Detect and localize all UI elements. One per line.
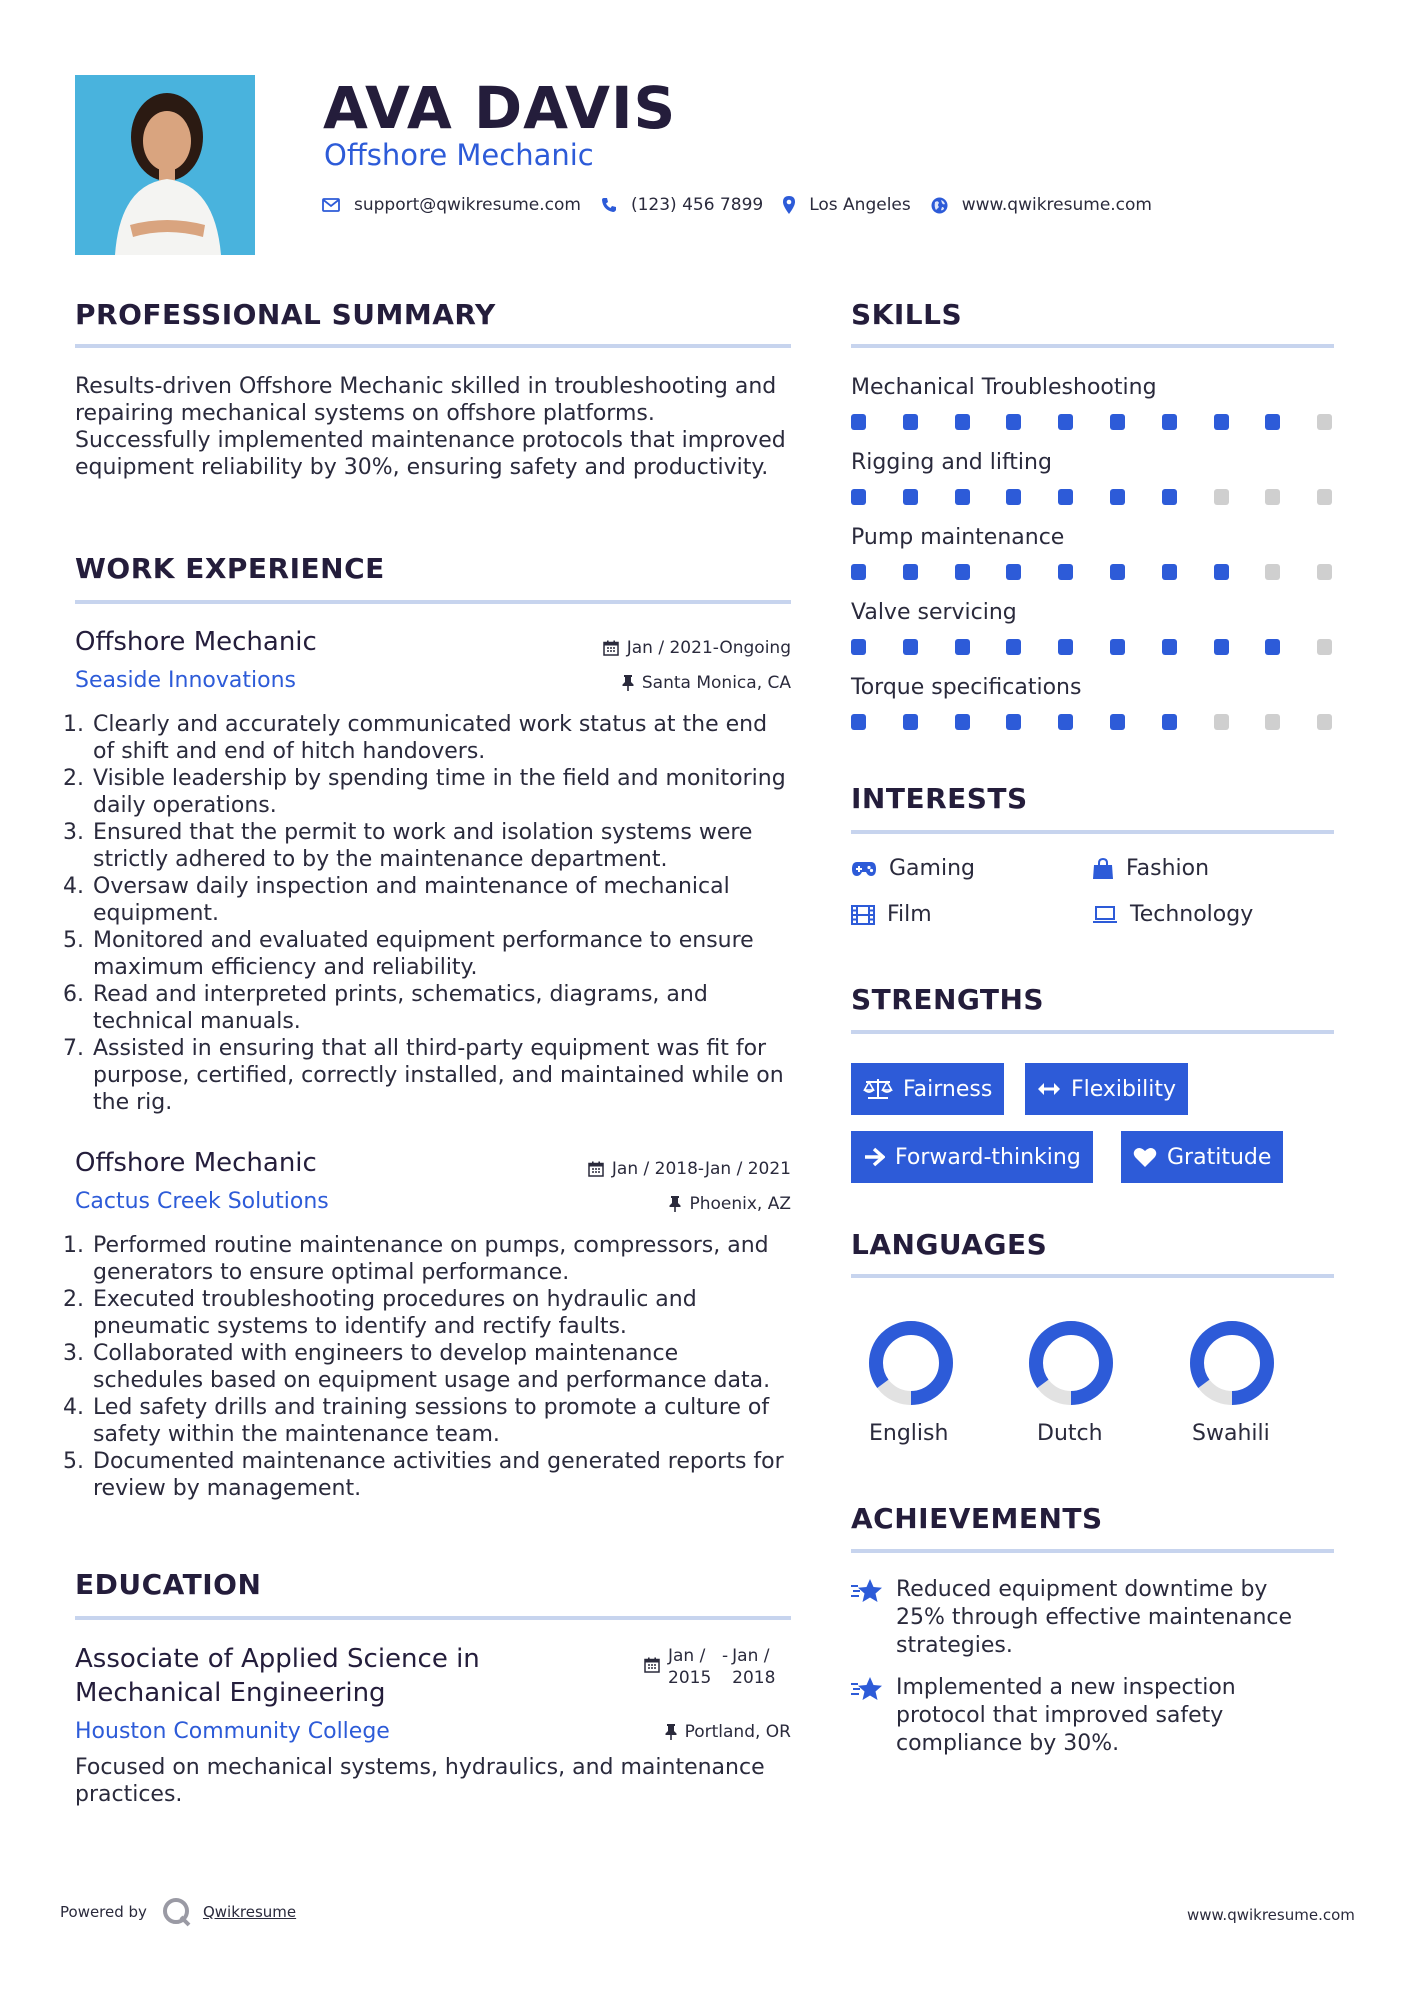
summary-text: Results-driven Offshore Mechanic skilled in troubleshooting and repairing mechanical systems on offshore platforms. Successfully implemented maintenance protocols that improved equipment reliability by 30%, ensuring safety and productivity. — [75, 374, 786, 480]
job-2-bullets — [63, 1232, 795, 1502]
profile-photo — [75, 75, 255, 255]
skill-dot-empty — [1317, 714, 1332, 730]
education-end: Jan / 2018 — [732, 1646, 776, 1688]
contact-bar — [322, 195, 1172, 215]
education-location-text: Portland, OR — [684, 1722, 791, 1742]
experience-heading: WORK EXPERIENCE — [75, 552, 385, 585]
education-location — [665, 1722, 791, 1742]
strengths-divider — [851, 1030, 1334, 1034]
contact-location — [783, 195, 911, 215]
skill-rating — [851, 489, 1333, 505]
skill-dot-empty — [1317, 414, 1332, 430]
skill-dot-filled — [1265, 414, 1280, 430]
contact-phone-text: (123) 456 7899 — [630, 195, 764, 215]
skill-dot-filled — [955, 639, 970, 655]
strength-badge — [1121, 1131, 1283, 1183]
skill-dot-filled — [1162, 639, 1177, 655]
calendar-icon — [603, 640, 619, 656]
interest-technology — [1092, 902, 1253, 927]
footer-powered-by — [60, 1896, 296, 1928]
job-1-dates — [603, 638, 791, 658]
education-degree: Associate of Applied Science in Mechanical Engineering — [75, 1644, 480, 1708]
pushpin-icon — [665, 1724, 677, 1740]
job-1-location-text: Santa Monica, CA — [641, 673, 791, 693]
skill-name: Rigging and lifting — [851, 450, 1052, 475]
education-school: Houston Community College — [75, 1719, 390, 1744]
list-item: 1. Clearly and accurately communicated work status at the end of shift and end of hitch handovers. — [63, 712, 768, 764]
skill-dot-filled — [1214, 564, 1229, 580]
language-level-donut — [1021, 1313, 1121, 1413]
star-icon — [850, 1676, 884, 1704]
skill-dot-filled — [1110, 714, 1125, 730]
candidate-name: AVA DAVIS — [323, 74, 677, 142]
interest-label: Film — [887, 902, 932, 927]
skill-dot-empty — [1265, 489, 1280, 505]
experience-divider — [75, 600, 791, 604]
contact-email-text: support@qwikresume.com — [354, 195, 581, 215]
job-2-location — [669, 1194, 791, 1214]
skill-dot-filled — [1162, 714, 1177, 730]
skill-dot-filled — [1006, 564, 1021, 580]
job-2-dates-text: Jan / 2018-Jan / 2021 — [611, 1159, 791, 1179]
star-icon — [850, 1578, 884, 1606]
job-1-location — [622, 673, 791, 693]
heart-icon — [1133, 1147, 1157, 1168]
languages-divider — [851, 1274, 1334, 1278]
skill-dot-filled — [1058, 489, 1073, 505]
skill-dot-filled — [955, 564, 970, 580]
skill-dot-filled — [1058, 414, 1073, 430]
list-item: 2. Visible leadership by spending time in the field and monitoring daily operations. — [63, 766, 786, 818]
job-2-company: Cactus Creek Solutions — [75, 1189, 329, 1214]
pushpin-icon — [669, 1196, 681, 1212]
skill-dot-filled — [903, 489, 918, 505]
skill-dot-filled — [1110, 489, 1125, 505]
skill-name: Valve servicing — [851, 600, 1017, 625]
skill-dot-filled — [1006, 489, 1021, 505]
calendar-icon — [588, 1161, 604, 1177]
arrow-right-icon — [863, 1147, 885, 1167]
skill-dot-empty — [1265, 714, 1280, 730]
job-2-title: Offshore Mechanic — [75, 1148, 317, 1178]
skill-rating — [851, 414, 1333, 430]
strength-label: Gratitude — [1167, 1144, 1272, 1170]
skill-dot-filled — [851, 639, 866, 655]
language-swahili — [1182, 1313, 1282, 1417]
laptop-icon — [1092, 906, 1118, 924]
contact-location-text: Los Angeles — [809, 195, 911, 215]
interest-label: Gaming — [889, 856, 975, 881]
footer-url[interactable]: www.qwikresume.com — [1187, 1906, 1355, 1924]
strength-label: Fairness — [903, 1076, 993, 1102]
film-icon — [851, 905, 875, 925]
languages-heading: LANGUAGES — [851, 1228, 1048, 1261]
phone-icon — [601, 197, 617, 213]
contact-website[interactable] — [931, 195, 1152, 215]
skill-dot-filled — [1006, 639, 1021, 655]
skill-dot-empty — [1317, 564, 1332, 580]
language-level-donut — [861, 1313, 961, 1413]
job-1-company: Seaside Innovations — [75, 668, 296, 693]
globe-icon — [931, 197, 948, 214]
interests-heading: INTERESTS — [851, 782, 1028, 815]
achievement-item — [850, 1674, 1310, 1758]
skill-dot-filled — [1162, 414, 1177, 430]
strength-badge — [851, 1131, 1093, 1183]
skill-name: Torque specifications — [851, 675, 1082, 700]
list-item: 4. Oversaw daily inspection and maintenance of mechanical equipment. — [63, 874, 730, 926]
language-level-donut — [1182, 1313, 1282, 1413]
skill-rating — [851, 714, 1333, 730]
job-2-dates — [588, 1159, 791, 1179]
language-dutch — [1021, 1313, 1121, 1417]
skill-dot-empty — [1317, 639, 1332, 655]
skill-dot-filled — [851, 564, 866, 580]
list-item: 4. Led safety drills and training sessions to promote a culture of safety within the maintenance team. — [63, 1395, 770, 1447]
interest-fashion — [1092, 856, 1209, 881]
education-divider — [75, 1616, 791, 1620]
summary-divider — [75, 344, 791, 348]
skill-dot-filled — [955, 489, 970, 505]
skills-divider — [851, 344, 1334, 348]
skill-dot-filled — [903, 564, 918, 580]
balance-scale-icon — [863, 1078, 893, 1100]
skill-dot-filled — [1214, 639, 1229, 655]
skill-name: Mechanical Troubleshooting — [851, 375, 1157, 400]
language-label: Dutch — [1037, 1421, 1103, 1446]
job-1-dates-text: Jan / 2021-Ongoing — [626, 638, 791, 658]
interest-film — [851, 902, 932, 927]
interests-divider — [851, 830, 1334, 834]
arrows-horizontal-icon — [1037, 1082, 1061, 1096]
language-english — [861, 1313, 961, 1417]
list-item: 5. Documented maintenance activities and generated reports for review by management. — [63, 1449, 784, 1501]
skill-dot-filled — [903, 714, 918, 730]
list-item: 5. Monitored and evaluated equipment performance to ensure maximum efficiency and reliability. — [63, 928, 754, 980]
achievement-text: Reduced equipment downtime by 25% through effective maintenance strategies. — [896, 1577, 1293, 1658]
strength-label: Flexibility — [1071, 1076, 1176, 1102]
education-start: Jan / 2015 — [668, 1646, 712, 1688]
achievement-text: Implemented a new inspection protocol that improved safety compliance by 30%. — [896, 1675, 1236, 1756]
education-dates: Jan / 2015 - Jan / 2018 — [644, 1645, 782, 1689]
skill-dot-filled — [851, 489, 866, 505]
strength-label: Forward-thinking — [895, 1144, 1081, 1170]
qwikresume-logo-icon — [161, 1896, 193, 1928]
interest-label: Technology — [1130, 902, 1254, 927]
footer-brand-link[interactable]: Qwikresume — [202, 1903, 297, 1921]
skill-dot-empty — [1317, 489, 1332, 505]
skills-heading: SKILLS — [851, 298, 963, 331]
education-heading: EDUCATION — [75, 1568, 262, 1601]
list-item: 6. Read and interpreted prints, schematics, diagrams, and technical manuals. — [63, 982, 708, 1034]
map-marker-icon — [783, 196, 795, 214]
list-item: 7. Assisted in ensuring that all third-party equipment was fit for purpose, certified, correctly installed, and maintained while on the rig. — [63, 1036, 784, 1115]
skill-dot-filled — [903, 639, 918, 655]
skill-dot-filled — [1058, 714, 1073, 730]
education-description: Focused on mechanical systems, hydraulics, and maintenance practices. — [75, 1755, 765, 1807]
shopping-bag-icon — [1092, 858, 1114, 880]
strength-badge — [1025, 1063, 1188, 1115]
achievement-item — [850, 1576, 1310, 1660]
skill-dot-filled — [1265, 639, 1280, 655]
skill-dot-filled — [851, 714, 866, 730]
interest-gaming — [851, 856, 975, 881]
job-1-title: Offshore Mechanic — [75, 627, 317, 657]
skill-dot-filled — [1006, 714, 1021, 730]
skill-dot-filled — [1006, 414, 1021, 430]
skill-dot-empty — [1214, 489, 1229, 505]
job-2-location-text: Phoenix, AZ — [689, 1194, 791, 1214]
skill-dot-filled — [1110, 639, 1125, 655]
list-item: 1. Performed routine maintenance on pumps, compressors, and generators to ensure optimal performance. — [63, 1233, 769, 1285]
calendar-icon — [644, 1657, 660, 1673]
contact-email[interactable] — [322, 195, 581, 215]
interest-label: Fashion — [1126, 856, 1210, 881]
summary-heading: PROFESSIONAL SUMMARY — [75, 298, 496, 331]
skill-rating — [851, 564, 1333, 580]
powered-by-label: Powered by — [60, 1903, 147, 1921]
job-1-bullets — [63, 711, 795, 1116]
language-label: English — [869, 1421, 949, 1446]
candidate-title: Offshore Mechanic — [324, 138, 594, 172]
skill-dot-filled — [1058, 564, 1073, 580]
pushpin-icon — [622, 675, 634, 691]
skill-dot-filled — [1110, 564, 1125, 580]
list-item: 3. Ensured that the permit to work and isolation systems were strictly adhered to by the maintenance department. — [63, 820, 753, 872]
skill-dot-filled — [1162, 489, 1177, 505]
list-item: 3. Collaborated with engineers to develop maintenance schedules based on equipment usage and performance data. — [63, 1341, 771, 1393]
skill-dot-filled — [851, 414, 866, 430]
achievements-divider — [851, 1549, 1334, 1553]
contact-website-text: www.qwikresume.com — [961, 195, 1152, 215]
language-label: Swahili — [1192, 1421, 1270, 1446]
envelope-icon — [322, 198, 340, 212]
skill-dot-filled — [955, 714, 970, 730]
skill-dot-filled — [1110, 414, 1125, 430]
skill-dot-empty — [1265, 564, 1280, 580]
skill-name: Pump maintenance — [851, 525, 1065, 550]
list-item: 2. Executed troubleshooting procedures on hydraulic and pneumatic systems to identify and rectify faults. — [63, 1287, 697, 1339]
skill-dot-filled — [955, 414, 970, 430]
strengths-heading: STRENGTHS — [851, 983, 1045, 1016]
skill-dot-filled — [1214, 414, 1229, 430]
contact-phone[interactable] — [601, 195, 763, 215]
skill-dot-filled — [1162, 564, 1177, 580]
skill-dot-filled — [1058, 639, 1073, 655]
skill-dot-filled — [903, 414, 918, 430]
strength-badge — [851, 1063, 1004, 1115]
skill-rating — [851, 639, 1333, 655]
gamepad-icon — [851, 861, 877, 877]
skill-dot-empty — [1214, 714, 1229, 730]
achievements-heading: ACHIEVEMENTS — [851, 1502, 1103, 1535]
